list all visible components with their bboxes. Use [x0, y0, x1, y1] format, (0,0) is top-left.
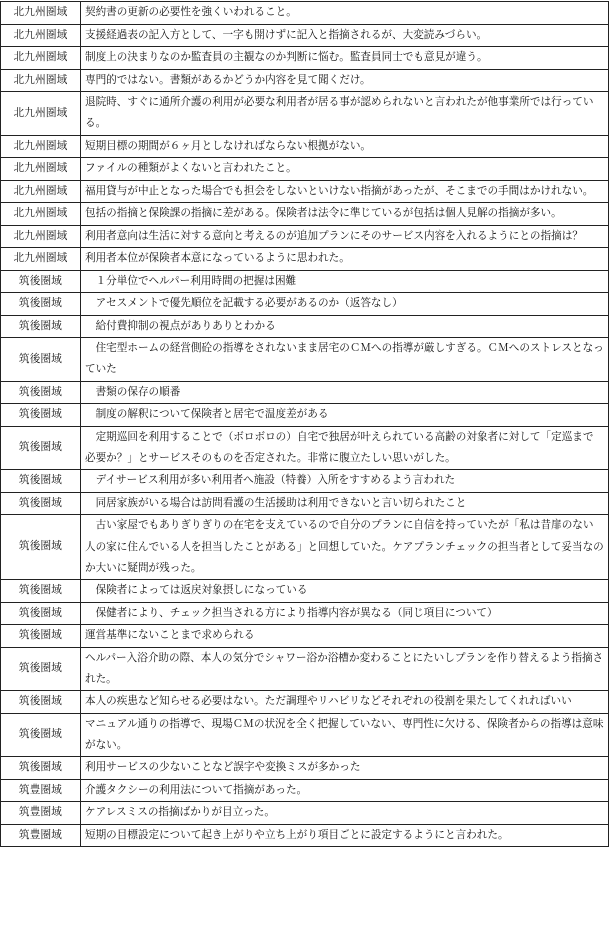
comment-cell: 保健者により、チェック担当される方により指導内容が異なる（同じ項目について） [81, 602, 609, 625]
region-cell: 筑後圏域 [1, 426, 81, 470]
region-cell: 北九州圏域 [1, 203, 81, 226]
region-cell: 筑後圏域 [1, 757, 81, 780]
comment-cell: 本人の疾患など知らせる必要はない。ただ調理やリハビリなどそれぞれの役割を果たしてくれればいい [81, 691, 609, 714]
comment-cell: 同居家族がいる場合は訪問看護の生活援助は利用できないと言い切られたこと [81, 492, 609, 515]
table-row [1, 293, 609, 316]
region-cell: 筑後圏域 [1, 492, 81, 515]
comment-cell: 給付費抑制の視点がありありとわかる [81, 315, 609, 338]
table-row [1, 625, 609, 648]
region-cell: 筑後圏域 [1, 270, 81, 293]
comment-cell: 保険者によっては返戻対象摂しになっている [81, 580, 609, 603]
region-cell: 筑後圏域 [1, 404, 81, 427]
comment-cell: ケアレスミスの指摘ばかりが目立った。 [81, 802, 609, 825]
region-cell: 筑後圏域 [1, 647, 81, 691]
table-row [1, 580, 609, 603]
table-row [1, 492, 609, 515]
table-row [1, 135, 609, 158]
comment-cell: 契約書の更新の必要性を強くいわれること。 [81, 2, 609, 25]
table-row [1, 158, 609, 181]
comment-cell: 書類の保存の順番 [81, 381, 609, 404]
table-row [1, 270, 609, 293]
comment-cell: 短期の目標設定について起き上がりや立ち上がり項目ごとに設定するようにと言われた。 [81, 824, 609, 847]
table-row [1, 2, 609, 25]
table-row [1, 602, 609, 625]
region-cell: 北九州圏域 [1, 2, 81, 25]
comment-cell: ファイルの種類がよくないと言われたこと。 [81, 158, 609, 181]
comment-cell: 古い家屋でもありぎりぎりの在宅を支えているので自分のプランに自信を持っていたが「私は昔扉のない人の家に住んでいる人を担当したことがある」と回想していた。ケアプランチェックの担当者として妥当なのか大いに疑問が残った。 [81, 515, 609, 580]
comment-cell: デイサービス利用が多い利用者へ施設（特養）入所をすすめるよう言われた [81, 470, 609, 493]
region-cell: 筑後圏域 [1, 691, 81, 714]
table-row [1, 824, 609, 847]
table-row [1, 779, 609, 802]
region-cell: 筑後圏域 [1, 470, 81, 493]
region-cell: 筑後圏域 [1, 315, 81, 338]
region-cell: 筑後圏域 [1, 293, 81, 316]
table-row [1, 203, 609, 226]
table-row [1, 47, 609, 70]
region-cell: 筑豊圏域 [1, 824, 81, 847]
comment-cell: 利用サービスの少ないことなど誤字や変換ミスが多かった [81, 757, 609, 780]
table-row [1, 248, 609, 271]
comment-cell: 短期目標の期間が６ヶ月としなければならない根拠がない。 [81, 135, 609, 158]
region-cell: 北九州圏域 [1, 225, 81, 248]
table-row [1, 515, 609, 580]
region-cell: 筑後圏域 [1, 381, 81, 404]
comments-table-body [1, 2, 609, 847]
region-cell: 北九州圏域 [1, 47, 81, 70]
region-cell: 筑後圏域 [1, 625, 81, 648]
comment-cell: 運営基準にないことまで求められる [81, 625, 609, 648]
comment-cell: 支援経過表の記入方として、一字も開けずに記入と指摘されるが、大変読みづらい。 [81, 24, 609, 47]
table-row [1, 92, 609, 136]
table-row [1, 338, 609, 382]
comment-cell: 利用者意向は生活に対する意向と考えるのが追加プランにそのサービス内容を入れるようにとの指摘は？ [81, 225, 609, 248]
table-row [1, 426, 609, 470]
comment-cell: 介護タクシーの利用法について指摘があった。 [81, 779, 609, 802]
comment-cell: 専門的ではない。書類があるかどうか内容を見て聞くだけ。 [81, 69, 609, 92]
comments-table [0, 1, 609, 847]
comment-cell: マニュアル通りの指導で、現場ＣＭの状況を全く把握していない、専門性に欠ける、保険者からの指導は意味がない。 [81, 713, 609, 757]
comment-cell: 退院時、すぐに通所介護の利用が必要な利用者が居る事が認められないと言われたが他事業所では行っている。 [81, 92, 609, 136]
comment-cell: 住宅型ホームの経営側砼の指導をされないまま居宅のＣＭへの指導が厳しすぎる。ＣＭへのストレスとなっていた [81, 338, 609, 382]
table-row [1, 713, 609, 757]
table-row [1, 381, 609, 404]
table-row [1, 315, 609, 338]
region-cell: 北九州圏域 [1, 248, 81, 271]
table-row [1, 647, 609, 691]
table-row [1, 470, 609, 493]
table-row [1, 404, 609, 427]
comment-cell: 利用者本位が保険者本意になっているように思われた。 [81, 248, 609, 271]
comment-cell: ヘルパー入浴介助の際、本人の気分でシャワー浴か浴槽か変わることにたいしプランを作り替えるよう指摘された。 [81, 647, 609, 691]
region-cell: 筑後圏域 [1, 580, 81, 603]
comment-cell: 包括の指摘と保険課の指摘に差がある。保険者は法令に準じているが包括は個人見解の指摘が多い。 [81, 203, 609, 226]
comment-cell: 制度の解釈について保険者と居宅で温度差がある [81, 404, 609, 427]
comment-cell: 制度上の決まりなのか監査員の主観なのか判断に悩む。監査員同士でも意見が違う。 [81, 47, 609, 70]
table-row [1, 802, 609, 825]
region-cell: 北九州圏域 [1, 135, 81, 158]
region-cell: 北九州圏域 [1, 180, 81, 203]
comment-cell: １分単位でヘルパー利用時間の把握は困難 [81, 270, 609, 293]
comment-cell: アセスメントで優先順位を記載する必要があるのか（返答なし） [81, 293, 609, 316]
region-cell: 筑後圏域 [1, 515, 81, 580]
table-row [1, 757, 609, 780]
table-row [1, 225, 609, 248]
region-cell: 北九州圏域 [1, 158, 81, 181]
table-row [1, 69, 609, 92]
comment-cell: 定期巡回を利用することで（ボロボロの）自宅で独居が叶えられている高齢の対象者に対して「定巡まで必要か？」とサービスそのものを否定された。非常に腹立たしい思いがした。 [81, 426, 609, 470]
region-cell: 筑後圏域 [1, 338, 81, 382]
table-row [1, 180, 609, 203]
region-cell: 筑後圏域 [1, 602, 81, 625]
table-row [1, 24, 609, 47]
region-cell: 筑豊圏域 [1, 802, 81, 825]
comment-cell: 福用貸与が中止となった場合でも担会をしないといけない指摘があったが、そこまでの手間はかけれない。 [81, 180, 609, 203]
region-cell: 北九州圏域 [1, 92, 81, 136]
region-cell: 北九州圏域 [1, 24, 81, 47]
region-cell: 筑豊圏域 [1, 779, 81, 802]
table-row [1, 691, 609, 714]
region-cell: 北九州圏域 [1, 69, 81, 92]
region-cell: 筑後圏域 [1, 713, 81, 757]
